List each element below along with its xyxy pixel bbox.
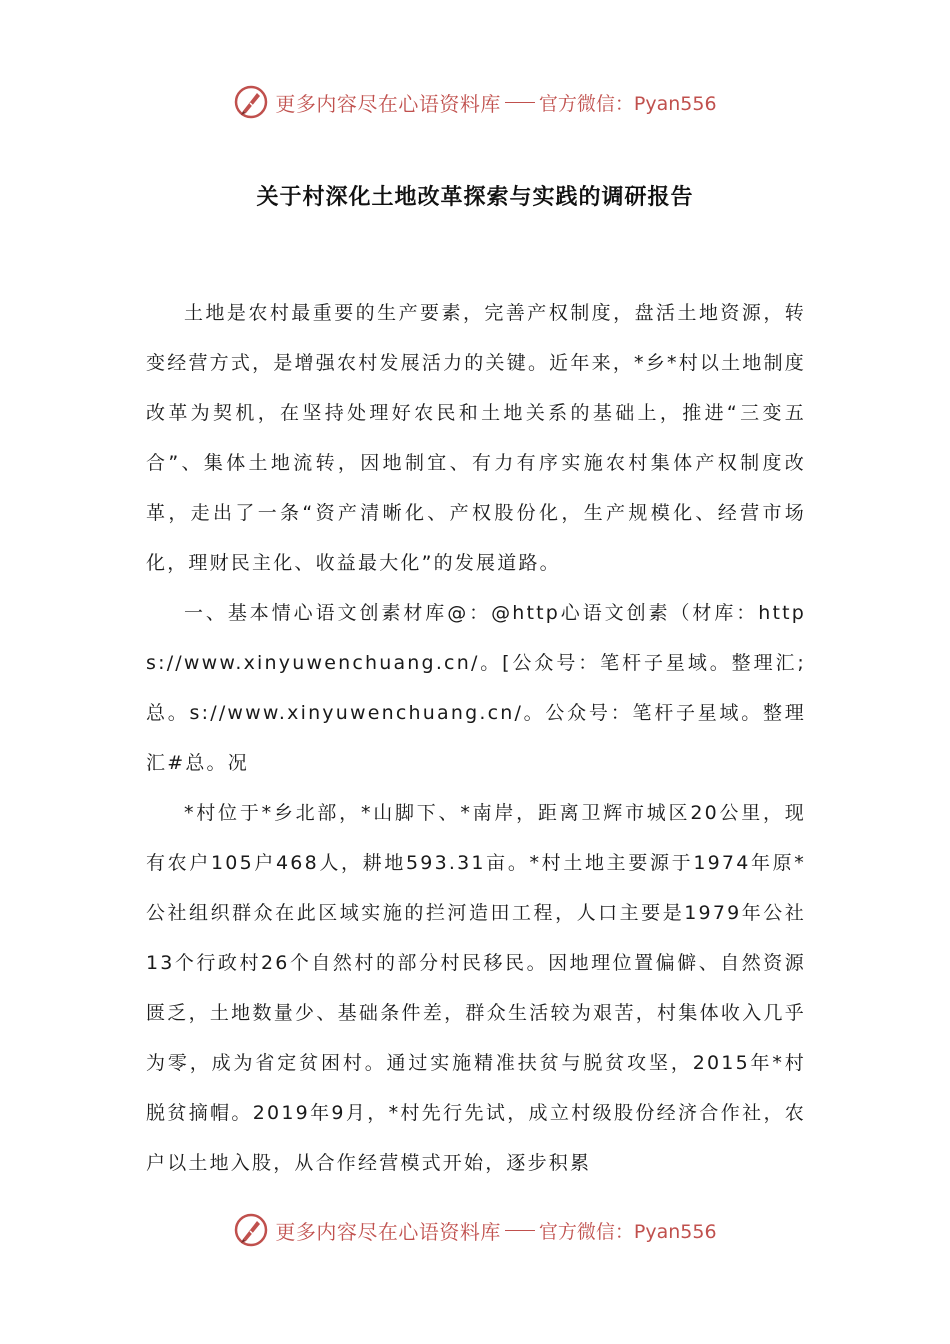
banner-text: 更多内容尽在心语资料库 <box>275 1219 501 1244</box>
banner-dash <box>505 102 535 103</box>
paragraph-section-heading: 一、基本情心语文创素材库@：@http心语文创素（材库：https://www.xinyuwenchuang.cn/。[公众号：笔杆子星域。整理汇;总。s://www.xinyuwenchuang.cn/。公众号：笔杆子星域。整理汇#总。况 <box>146 602 806 774</box>
banner-wechat: 官方微信：Pyan556 <box>538 1220 717 1243</box>
banner-dash <box>505 1230 535 1231</box>
banner-wechat: 官方微信：Pyan556 <box>538 92 717 115</box>
paragraph-basic-info: *村位于*乡北部，*山脚下、*南岸，距离卫辉市城区20公里，现有农户105户468人，耕地593.31亩。*村土地主要源于1974年原*公社组织群众在此区域实施的拦河造田工程，人口主要是1979年公社13个行政村26个自然村的部分村民移民。因地理位置偏僻、自然资源匮乏，土地数量少、基础条件差，群众生活较为艰苦，村集体收入几乎为零，成为省定贫困村。通过实施精准扶贫与脱贫攻坚，2015年*村脱贫摘帽。2019年9月，*村先行先试，成立村级股份经济合作社，农户以土地入股，从合作经营模式开始，逐步积累 <box>146 802 806 1174</box>
document-title: 关于村深化土地改革探索与实践的调研报告 <box>256 185 694 210</box>
document-body <box>146 288 806 1188</box>
header-banner <box>0 82 950 122</box>
pen-logo-icon <box>233 84 269 120</box>
banner-text: 更多内容尽在心语资料库 <box>275 91 501 116</box>
paragraph-intro: 土地是农村最重要的生产要素，完善产权制度，盘活土地资源，转变经营方式，是增强农村发展活力的关键。近年来，*乡*村以土地制度改革为契机，在坚持处理好农民和土地关系的基础上，推进“三变五合”、集体土地流转，因地制宜、有力有序实施农村集体产权制度改革，走出了一条“资产清晰化、产权股份化，生产规模化、经营市场化，理财民主化、收益最大化”的发展道路。 <box>146 302 806 574</box>
pen-logo-icon <box>233 1212 269 1248</box>
footer-banner <box>0 1210 950 1250</box>
